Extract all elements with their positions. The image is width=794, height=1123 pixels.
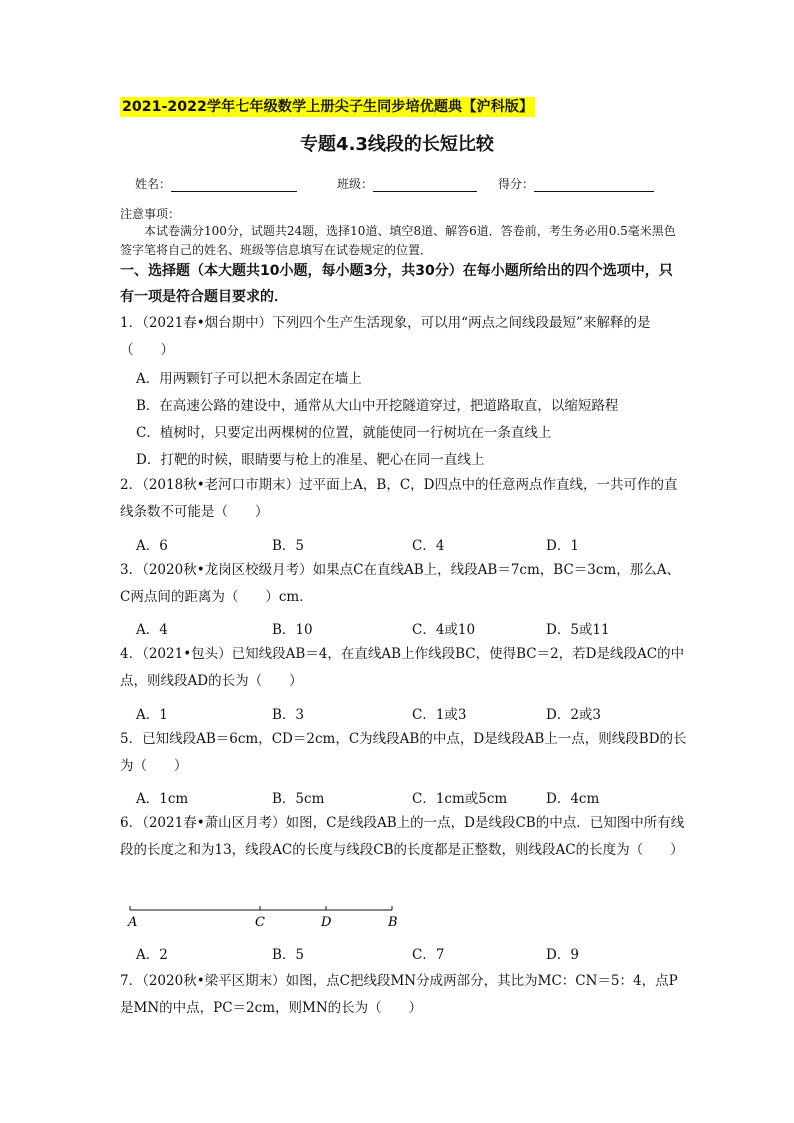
page-title: 专题4.3线段的长短比较	[300, 134, 494, 155]
q6-option-b: B．5	[272, 947, 305, 963]
q5-option-b: B．5cm	[272, 791, 325, 807]
q1-option-c: C．植树时，只要定出两棵树的位置，就能使同一行树坑在一条直线上	[136, 425, 552, 441]
q2-option-b: B．5	[272, 538, 305, 554]
segment-figure	[120, 900, 410, 930]
q6-option-a: A．2	[136, 947, 168, 963]
q3-option-b: B．10	[272, 622, 313, 638]
score-field: 得分：	[498, 175, 654, 192]
q4-option-c: C．1或3	[412, 707, 467, 723]
q1-option-a: A．用两颗钉子可以把木条固定在墙上	[136, 371, 362, 387]
question-6-stem: 6．（2021春•萧山区月考）如图，C是线段AB上的一点，D是线段CB的中点．已知图中所有线段的长度之和为13，线段AC的长度与线段CB的长度都是正整数，则线段AC的长度为（ ）	[120, 815, 685, 858]
q3-option-a: A．4	[136, 622, 168, 638]
q4-option-d: D．2或3	[546, 707, 602, 723]
q1-option-b: B．在高速公路的建设中，通常从大山中开挖隧道穿过，把道路取直，以缩短路程	[136, 398, 619, 414]
name-field: 姓名：	[135, 175, 297, 192]
q4-option-a: A．1	[136, 707, 168, 723]
q6-option-c: C．7	[412, 947, 445, 963]
q5-option-a: A．1cm	[136, 791, 189, 807]
notes-heading: 注意事项：	[120, 207, 181, 221]
q2-option-c: C．4	[412, 538, 445, 554]
series-banner: 2021-2022学年七年级数学上册尖子生同步培优题典【沪科版】	[122, 99, 534, 115]
question-7-stem: 7．（2020秋•梁平区期末）如图，点C把线段MN分成两部分，其比为MC：CN＝5：4，点P是MN的中点，PC＝2cm，则MN的长为（ ）	[120, 973, 678, 1016]
q2-option-d: D．1	[546, 538, 579, 554]
notes-text: 本试卷满分100分，试题共24题，选择10道、填空8道、解答6道．答卷前，考生务必用0.5毫米黑色签字笔将自己的姓名、班级等信息填写在试卷规定的位置．	[120, 224, 676, 257]
class-blank[interactable]	[373, 179, 477, 192]
q5-option-c: C．1cm或5cm	[412, 791, 508, 807]
name-blank[interactable]	[171, 179, 297, 192]
question-4-stem: 4．（2021•包头）已知线段AB＝4，在直线AB上作线段BC，使得BC＝2，若D是线段AC的中点，则线段AD的长为（ ）	[120, 646, 685, 689]
section-heading: 一、选择题（本大题共10小题，每小题3分，共30分）在每小题所给出的四个选项中，只有一项是符合题目要求的．	[120, 263, 673, 305]
question-3-stem: 3．（2020秋•龙岗区校级月考）如果点C在直线AB上，线段AB＝7cm，BC＝3cm，那么A、C两点间的距离为（ ）cm．	[120, 562, 680, 605]
question-2-stem: 2．（2018秋•老河口市期末）过平面上A，B，C，D四点中的任意两点作直线，一共可作的直线条数不可能是（ ）	[120, 477, 678, 520]
label-d: D	[321, 915, 332, 930]
q2-option-a: A．6	[136, 538, 168, 554]
question-1-stem: 1．（2021春•烟台期中）下列四个生产生活现象，可以用“两点之间线段最短”来解释的是（ ）	[120, 315, 651, 358]
q6-option-d: D．9	[546, 947, 579, 963]
q4-option-b: B．3	[272, 707, 305, 723]
q3-option-c: C．4或10	[412, 622, 476, 638]
question-5-stem: 5．已知线段AB＝6cm，CD＝2cm，C为线段AB的中点，D是线段AB上一点，则线段BD的长为（ ）	[120, 731, 687, 774]
label-c: C	[255, 915, 265, 930]
q5-option-d: D．4cm	[546, 791, 600, 807]
label-a: A	[128, 915, 138, 930]
class-field: 班级：	[337, 175, 477, 192]
q1-option-d: D．打靶的时候，眼睛要与枪上的准星、靶心在同一直线上	[136, 452, 485, 468]
label-b: B	[388, 915, 398, 930]
q3-option-d: D．5或11	[546, 622, 610, 638]
score-blank[interactable]	[534, 179, 654, 192]
